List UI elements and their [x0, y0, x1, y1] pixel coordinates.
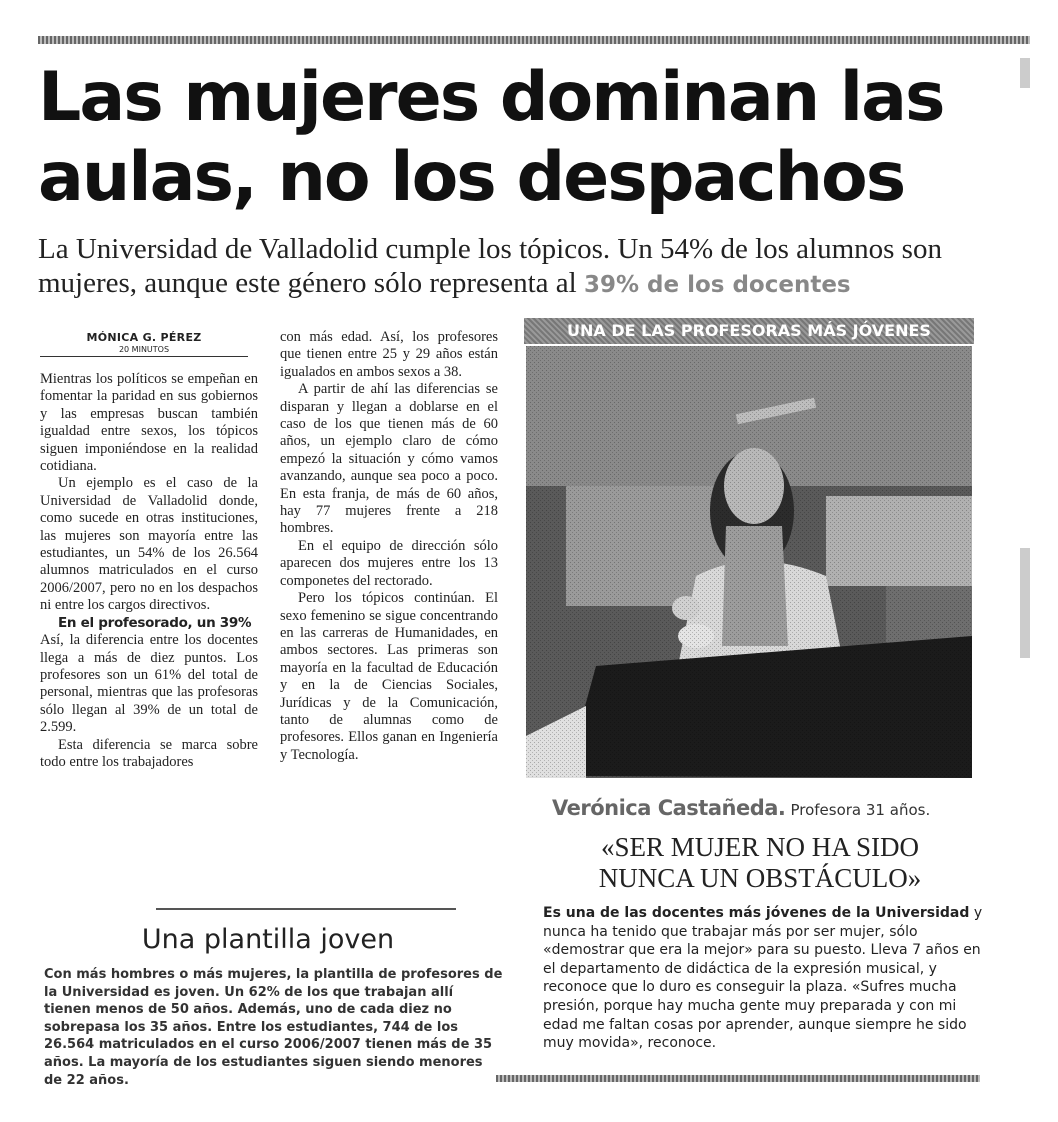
bottom-rule	[496, 1075, 980, 1082]
subhead-highlight: 39% de los docentes	[583, 272, 851, 298]
portrait-photo	[526, 346, 972, 778]
headline-line-1: Las mujeres dominan las	[38, 58, 944, 137]
sidebar-text	[543, 904, 983, 1053]
paragraph: Mientras los políticos se empeñan en fomentar la paridad en sus gobiernos y las empresas buscan también igualdad entre sexos, los tópicos siguen imponiéndose en la realidad cotidiana.	[40, 371, 258, 475]
paragraph: Así, la diferencia entre los docentes llega a más de diez puntos. Los profesores son un 61% del total de personal, mientras que las profesoras sólo llegan al 39% de un total de 2.599.	[40, 632, 258, 736]
person-role: Profesora 31 años.	[790, 801, 931, 819]
subheadline	[38, 232, 998, 302]
paragraph: A partir de ahí las diferencias se disparan y llegan a doblarse en el caso de los que tienen más de 60 años, un ejemplo claro de cómo empezó la situación y cómo vamos avanzando, aunque sea poco a poco. En esta franja, de más de 60 años, hay 77 mujeres frente a 218 hombres.	[280, 381, 498, 537]
subhead-text: La Universidad de Valladolid cumple los tópicos. Un 54% de los alumnos son mujeres, aunque este género sólo representa al	[38, 233, 942, 299]
headline	[38, 58, 998, 218]
paragraph: En el equipo de dirección sólo aparecen dos mujeres entre los 13 componetes del rectorado.	[280, 537, 498, 589]
section-subheading: En el profesorado, un 39%	[58, 614, 252, 631]
paragraph: con más edad. Así, los profesores que tienen entre 25 y 29 años están igualados en ambos sexos a 38.	[280, 329, 498, 380]
section-divider	[156, 908, 456, 910]
byline	[40, 331, 248, 357]
headline-line-2: aulas, no los despachos	[38, 138, 905, 217]
box-title: Una plantilla joven	[141, 924, 395, 955]
box-text: Con más hombres o más mujeres, la plantilla de profesores de la Universidad es joven. Un 62% de los que trabajan allí tienen menos de 50 años. Además, uno de cada diez no sobrepasa los 35 años. Entre los estudiantes, 744 de los 26.564 matriculados en el curso 2006/2007 tienen más de 35 años. La mayoría de los estudiantes siguen siendo menores de 22 años.	[44, 967, 503, 1088]
byline-source: 20 MINUTOS	[40, 345, 248, 357]
person-name: Verónica Castañeda.	[552, 796, 786, 820]
article-column-1	[40, 371, 258, 771]
paragraph: Pero los tópicos continúan. El sexo femenino se sigue concentrando en las carreras de Humanidades, en ambos sectores. Las primeras son mayoría en la facultad de Educación y en la de Ciencias Sociales, Jurídicas y de la Comunicación, tanto de alumnas como de profesores. Ellos ganan en Ingeniería y Tecnología.	[280, 590, 498, 763]
paragraph: Un ejemplo es el caso de la Universidad de Valladolid donde, como sucede en otras instituciones, las mujeres son mayoría entre las estudiantes, un 54% de los 26.564 alumnos matriculados en el curso 2006/2007, pero no en los despachos ni entre los cargos directivos.	[40, 475, 258, 614]
page-edge-mark	[1020, 548, 1030, 658]
top-rule	[38, 36, 1030, 44]
paragraph: Esta diferencia se marca sobre todo entre los trabajadores	[40, 736, 258, 770]
article-column-2	[280, 329, 498, 764]
sidebar-text-body: y nunca ha tenido que trabajar más por ser mujer, sólo «demostrar que era la mejor» para su puesto. Lleva 7 años en el departamento de didáctica de la expresión musical, y reconoce que lo duro es conseguir la plaza. «Sufres mucha presión, porque hay mucha gente muy preparada y con mi edad me faltan cosas por aprender, aunque siempre he sido muy movida», reconoce.	[543, 905, 983, 1052]
pull-quote	[540, 832, 980, 894]
photo-banner: UNA DE LAS PROFESORAS MÁS JÓVENES	[524, 318, 974, 344]
page-edge-mark	[1020, 58, 1030, 88]
quote-line-2: NUNCA UN OBSTÁCULO»	[598, 863, 922, 893]
quote-line-1: «SER MUJER NO HA SIDO	[600, 832, 920, 862]
caption-line	[552, 796, 982, 820]
byline-author: MÓNICA G. PÉREZ	[86, 331, 202, 344]
sidebar-text-lead: Es una de las docentes más jóvenes de la Universidad	[543, 905, 970, 921]
